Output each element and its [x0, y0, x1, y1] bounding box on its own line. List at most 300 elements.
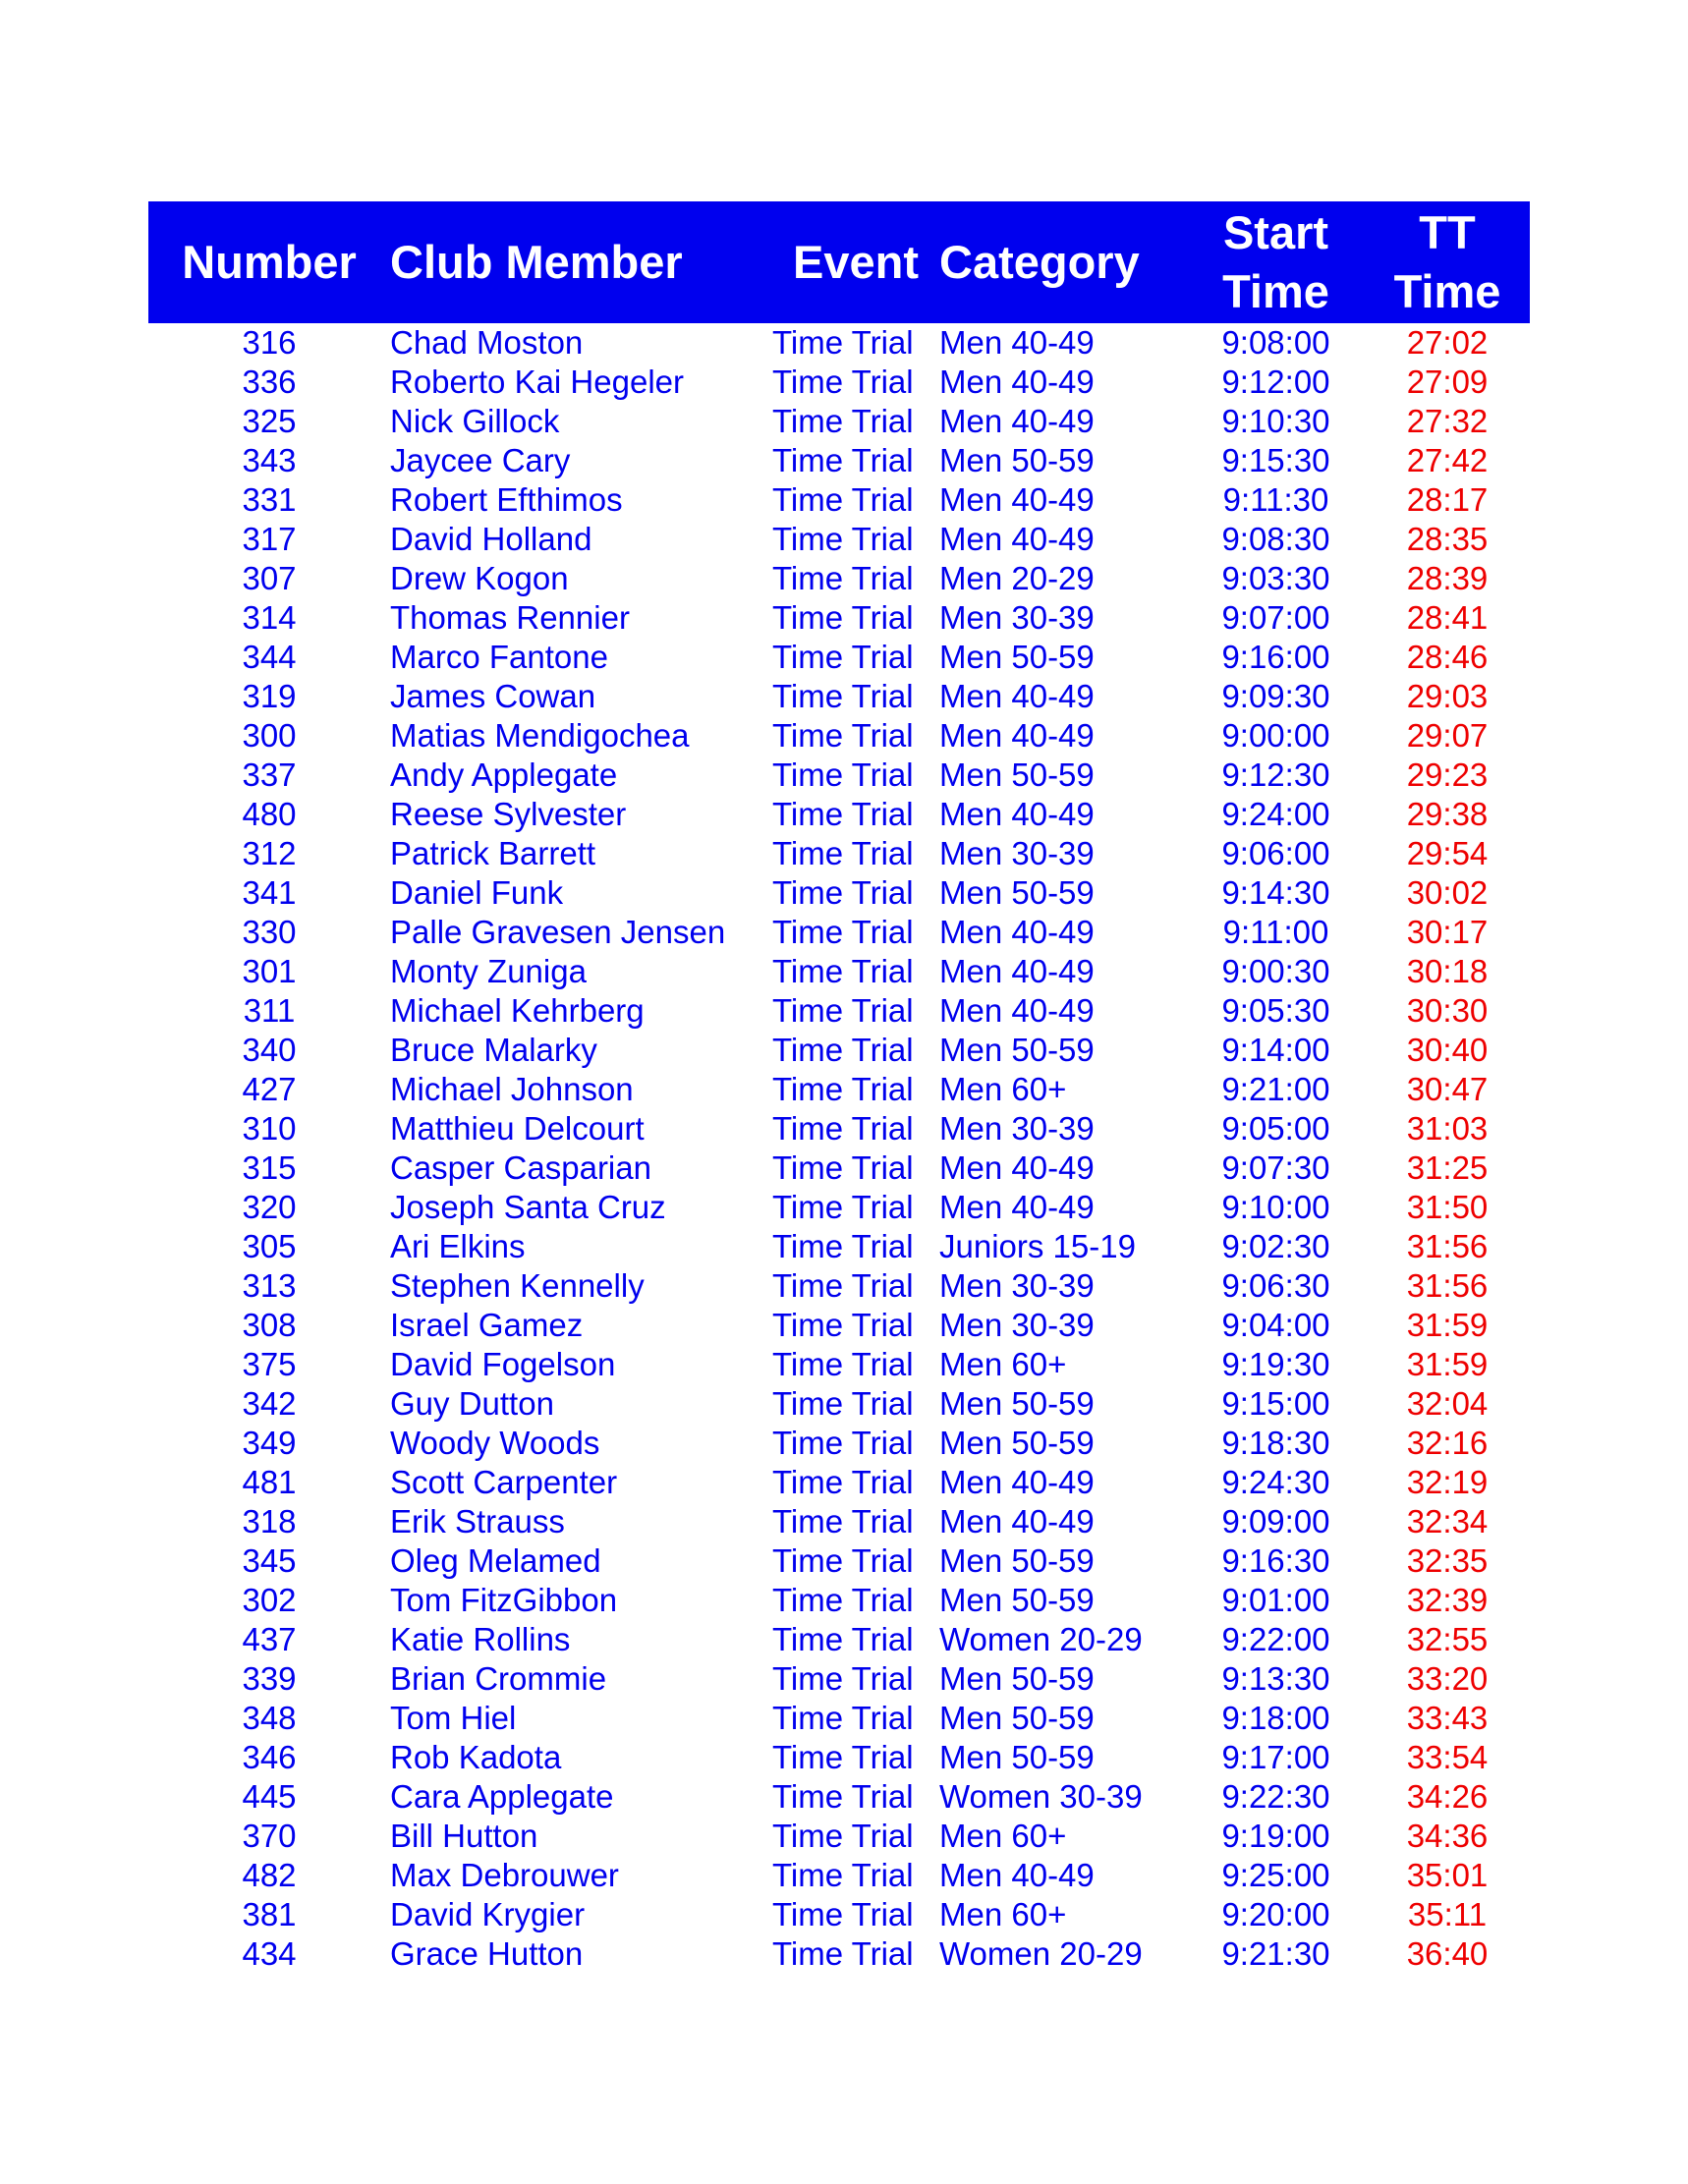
cell-number: 381 — [242, 1896, 297, 1932]
cell-category: Juniors 15-19 — [939, 1228, 1136, 1264]
cell-number: 301 — [242, 953, 297, 989]
cell-category: Men 20-29 — [939, 560, 1095, 596]
cell-tt-time: 29:38 — [1406, 796, 1489, 832]
header-category: Category — [939, 236, 1140, 288]
cell-category: Men 50-59 — [939, 874, 1095, 911]
table-row — [148, 1699, 1530, 1738]
table-row — [148, 1424, 1530, 1463]
table-row — [148, 480, 1530, 520]
cell-event: Time Trial — [772, 1582, 914, 1618]
cell-tt-time: 31:25 — [1406, 1149, 1489, 1186]
cell-number: 346 — [242, 1739, 297, 1775]
cell-number: 370 — [242, 1818, 297, 1854]
cell-club-member: Max Debrouwer — [390, 1857, 619, 1893]
cell-start-time: 9:07:00 — [1221, 599, 1330, 636]
cell-number: 318 — [242, 1503, 297, 1540]
table-row — [148, 1895, 1530, 1934]
cell-category: Men 50-59 — [939, 639, 1095, 675]
cell-start-time: 9:14:30 — [1221, 874, 1330, 911]
cell-event: Time Trial — [772, 1896, 914, 1932]
cell-event: Time Trial — [772, 717, 914, 754]
table-row — [148, 1659, 1530, 1699]
cell-event: Time Trial — [772, 1071, 914, 1107]
cell-tt-time: 32:19 — [1406, 1464, 1489, 1500]
cell-start-time: 9:24:30 — [1221, 1464, 1330, 1500]
cell-number: 343 — [242, 442, 297, 478]
cell-tt-time: 27:32 — [1406, 403, 1489, 439]
cell-category: Men 50-59 — [939, 756, 1095, 793]
cell-event: Time Trial — [772, 1110, 914, 1147]
table-row — [148, 1266, 1530, 1306]
cell-club-member: Stephen Kennelly — [390, 1267, 645, 1304]
table-row — [148, 1620, 1530, 1659]
cell-club-member: Casper Casparian — [390, 1149, 651, 1186]
cell-club-member: Nick Gillock — [390, 403, 560, 439]
cell-start-time: 9:22:00 — [1221, 1621, 1330, 1657]
cell-tt-time: 34:26 — [1406, 1778, 1489, 1815]
cell-tt-time: 35:01 — [1406, 1857, 1489, 1893]
cell-club-member: Jaycee Cary — [390, 442, 571, 478]
cell-category: Men 40-49 — [939, 717, 1095, 754]
table-row — [148, 716, 1530, 756]
cell-club-member: Andy Applegate — [390, 756, 618, 793]
cell-tt-time: 28:46 — [1406, 639, 1489, 675]
cell-club-member: Grace Hutton — [390, 1935, 584, 1972]
table-row — [148, 559, 1530, 598]
cell-number: 337 — [242, 756, 297, 793]
cell-tt-time: 29:07 — [1406, 717, 1489, 754]
cell-event: Time Trial — [772, 914, 914, 950]
cell-event: Time Trial — [772, 1267, 914, 1304]
cell-club-member: Daniel Funk — [390, 874, 564, 911]
cell-start-time: 9:05:30 — [1221, 992, 1330, 1029]
cell-event: Time Trial — [772, 1818, 914, 1854]
cell-number: 331 — [242, 481, 297, 518]
cell-tt-time: 33:54 — [1406, 1739, 1489, 1775]
table-body — [148, 323, 1530, 1974]
table-row — [148, 873, 1530, 913]
cell-event: Time Trial — [772, 796, 914, 832]
cell-number: 340 — [242, 1032, 297, 1068]
cell-category: Men 60+ — [939, 1896, 1067, 1932]
table-row — [148, 756, 1530, 795]
cell-tt-time: 31:03 — [1406, 1110, 1489, 1147]
cell-category: Men 40-49 — [939, 678, 1095, 714]
table-row — [148, 638, 1530, 677]
cell-tt-time: 28:17 — [1406, 481, 1489, 518]
table-row — [148, 913, 1530, 952]
cell-event: Time Trial — [772, 1542, 914, 1579]
cell-tt-time: 32:04 — [1406, 1385, 1489, 1422]
cell-start-time: 9:11:30 — [1222, 481, 1329, 518]
cell-category: Men 40-49 — [939, 914, 1095, 950]
cell-number: 317 — [242, 521, 297, 557]
cell-event: Time Trial — [772, 1346, 914, 1382]
cell-start-time: 9:16:30 — [1221, 1542, 1330, 1579]
cell-tt-time: 30:02 — [1406, 874, 1489, 911]
cell-event: Time Trial — [772, 403, 914, 439]
cell-event: Time Trial — [772, 521, 914, 557]
cell-event: Time Trial — [772, 1857, 914, 1893]
cell-club-member: Joseph Santa Cruz — [390, 1189, 666, 1225]
cell-number: 349 — [242, 1425, 297, 1461]
cell-tt-time: 30:47 — [1406, 1071, 1489, 1107]
cell-event: Time Trial — [772, 1621, 914, 1657]
table-row — [148, 1345, 1530, 1384]
cell-category: Men 50-59 — [939, 1385, 1095, 1422]
cell-category: Men 40-49 — [939, 992, 1095, 1029]
cell-number: 320 — [242, 1189, 297, 1225]
cell-club-member: Katie Rollins — [390, 1621, 571, 1657]
cell-event: Time Trial — [772, 560, 914, 596]
cell-club-member: Marco Fantone — [390, 639, 608, 675]
table-row — [148, 1738, 1530, 1777]
cell-number: 342 — [242, 1385, 297, 1422]
cell-number: 437 — [242, 1621, 297, 1657]
cell-tt-time: 27:02 — [1406, 324, 1489, 361]
cell-category: Men 30-39 — [939, 835, 1095, 871]
cell-start-time: 9:15:00 — [1221, 1385, 1330, 1422]
cell-start-time: 9:09:00 — [1221, 1503, 1330, 1540]
cell-event: Time Trial — [772, 1149, 914, 1186]
cell-category: Men 50-59 — [939, 1032, 1095, 1068]
cell-category: Men 40-49 — [939, 324, 1095, 361]
cell-club-member: Drew Kogon — [390, 560, 569, 596]
table-row — [148, 1541, 1530, 1581]
table-row — [148, 991, 1530, 1031]
cell-number: 344 — [242, 639, 297, 675]
cell-tt-time: 30:18 — [1406, 953, 1489, 989]
cell-club-member: Scott Carpenter — [390, 1464, 618, 1500]
cell-tt-time: 28:41 — [1406, 599, 1489, 636]
cell-tt-time: 29:23 — [1406, 756, 1489, 793]
cell-tt-time: 27:09 — [1406, 364, 1489, 400]
table-row — [148, 598, 1530, 638]
cell-event: Time Trial — [772, 324, 914, 361]
cell-category: Men 50-59 — [939, 1739, 1095, 1775]
table-row — [148, 1934, 1530, 1974]
cell-club-member: Thomas Rennier — [390, 599, 630, 636]
cell-tt-time: 36:40 — [1406, 1935, 1489, 1972]
cell-start-time: 9:00:00 — [1221, 717, 1330, 754]
cell-number: 339 — [242, 1660, 297, 1697]
cell-club-member: Woody Woods — [390, 1425, 600, 1461]
cell-club-member: Chad Moston — [390, 324, 584, 361]
cell-start-time: 9:04:00 — [1221, 1307, 1330, 1343]
cell-number: 345 — [242, 1542, 297, 1579]
cell-category: Men 40-49 — [939, 403, 1095, 439]
cell-tt-time: 35:11 — [1407, 1896, 1488, 1932]
cell-start-time: 9:06:00 — [1221, 835, 1330, 871]
cell-event: Time Trial — [772, 1700, 914, 1736]
cell-category: Men 40-49 — [939, 364, 1095, 400]
cell-number: 307 — [242, 560, 297, 596]
cell-event: Time Trial — [772, 874, 914, 911]
header-number: Number — [182, 236, 357, 288]
cell-number: 482 — [242, 1857, 297, 1893]
cell-start-time: 9:19:30 — [1221, 1346, 1330, 1382]
cell-category: Women 20-29 — [939, 1621, 1143, 1657]
cell-start-time: 9:17:00 — [1221, 1739, 1330, 1775]
cell-tt-time: 29:03 — [1406, 678, 1489, 714]
cell-category: Men 30-39 — [939, 1307, 1095, 1343]
table-row — [148, 1817, 1530, 1856]
cell-start-time: 9:14:00 — [1221, 1032, 1330, 1068]
cell-club-member: Tom Hiel — [390, 1700, 517, 1736]
cell-start-time: 9:19:00 — [1221, 1818, 1330, 1854]
cell-tt-time: 32:16 — [1406, 1425, 1489, 1461]
cell-category: Men 40-49 — [939, 1149, 1095, 1186]
cell-club-member: Michael Kehrberg — [390, 992, 645, 1029]
cell-category: Men 50-59 — [939, 1660, 1095, 1697]
cell-event: Time Trial — [772, 599, 914, 636]
cell-tt-time: 28:35 — [1406, 521, 1489, 557]
cell-category: Men 50-59 — [939, 442, 1095, 478]
table-row — [148, 520, 1530, 559]
table-row — [148, 1031, 1530, 1070]
cell-start-time: 9:12:00 — [1221, 364, 1330, 400]
cell-club-member: David Fogelson — [390, 1346, 616, 1382]
cell-event: Time Trial — [772, 1739, 914, 1775]
cell-number: 427 — [242, 1071, 297, 1107]
cell-category: Men 40-49 — [939, 953, 1095, 989]
cell-club-member: James Cowan — [390, 678, 596, 714]
cell-category: Men 40-49 — [939, 481, 1095, 518]
cell-tt-time: 32:35 — [1406, 1542, 1489, 1579]
cell-tt-time: 30:30 — [1406, 992, 1489, 1029]
cell-tt-time: 31:56 — [1406, 1267, 1489, 1304]
cell-tt-time: 31:59 — [1406, 1346, 1489, 1382]
cell-event: Time Trial — [772, 639, 914, 675]
cell-club-member: Rob Kadota — [390, 1739, 562, 1775]
cell-event: Time Trial — [772, 1425, 914, 1461]
table-row — [148, 677, 1530, 716]
cell-category: Men 30-39 — [939, 599, 1095, 636]
cell-club-member: Cara Applegate — [390, 1778, 614, 1815]
cell-number: 313 — [242, 1267, 297, 1304]
table-row — [148, 1581, 1530, 1620]
cell-event: Time Trial — [772, 992, 914, 1029]
cell-event: Time Trial — [772, 1032, 914, 1068]
cell-tt-time: 32:55 — [1406, 1621, 1489, 1657]
table-row — [148, 1463, 1530, 1502]
cell-start-time: 9:08:00 — [1221, 324, 1330, 361]
cell-start-time: 9:15:30 — [1221, 442, 1330, 478]
cell-event: Time Trial — [772, 1935, 914, 1972]
cell-number: 314 — [242, 599, 297, 636]
cell-club-member: Ari Elkins — [390, 1228, 526, 1264]
cell-category: Men 60+ — [939, 1071, 1067, 1107]
cell-category: Men 40-49 — [939, 1503, 1095, 1540]
cell-start-time: 9:02:30 — [1221, 1228, 1330, 1264]
cell-number: 481 — [242, 1464, 297, 1500]
cell-club-member: Palle Gravesen Jensen — [390, 914, 726, 950]
table-row — [148, 323, 1530, 363]
cell-event: Time Trial — [772, 678, 914, 714]
cell-category: Men 40-49 — [939, 521, 1095, 557]
cell-number: 348 — [242, 1700, 297, 1736]
cell-start-time: 9:18:30 — [1221, 1425, 1330, 1461]
cell-tt-time: 31:50 — [1406, 1189, 1489, 1225]
cell-club-member: Oleg Melamed — [390, 1542, 601, 1579]
cell-start-time: 9:06:30 — [1221, 1267, 1330, 1304]
cell-club-member: Brian Crommie — [390, 1660, 607, 1697]
cell-start-time: 9:10:30 — [1221, 403, 1330, 439]
cell-club-member: Bill Hutton — [390, 1818, 538, 1854]
cell-club-member: Roberto Kai Hegeler — [390, 364, 684, 400]
cell-club-member: Guy Dutton — [390, 1385, 554, 1422]
cell-event: Time Trial — [772, 1189, 914, 1225]
cell-category: Men 60+ — [939, 1818, 1067, 1854]
table-row — [148, 1306, 1530, 1345]
cell-tt-time: 30:17 — [1406, 914, 1489, 950]
cell-club-member: Erik Strauss — [390, 1503, 565, 1540]
table-row — [148, 1856, 1530, 1895]
cell-start-time: 9:11:00 — [1222, 914, 1329, 950]
cell-number: 300 — [242, 717, 297, 754]
cell-tt-time: 32:39 — [1406, 1582, 1489, 1618]
cell-event: Time Trial — [772, 1660, 914, 1697]
cell-number: 480 — [242, 796, 297, 832]
cell-event: Time Trial — [772, 442, 914, 478]
table-row — [148, 1070, 1530, 1109]
cell-club-member: David Krygier — [390, 1896, 586, 1932]
cell-tt-time: 31:59 — [1406, 1307, 1489, 1343]
cell-number: 336 — [242, 364, 297, 400]
cell-start-time: 9:07:30 — [1221, 1149, 1330, 1186]
cell-start-time: 9:00:30 — [1221, 953, 1330, 989]
cell-club-member: Tom FitzGibbon — [390, 1582, 618, 1618]
cell-tt-time: 30:40 — [1406, 1032, 1489, 1068]
cell-number: 330 — [242, 914, 297, 950]
cell-number: 305 — [242, 1228, 297, 1264]
header-tt-time: TT Time — [1393, 206, 1501, 317]
cell-start-time: 9:22:30 — [1221, 1778, 1330, 1815]
cell-club-member: Monty Zuniga — [390, 953, 587, 989]
cell-category: Men 60+ — [939, 1346, 1067, 1382]
table-row — [148, 1777, 1530, 1817]
header-event: Event — [793, 236, 919, 288]
cell-start-time: 9:09:30 — [1221, 678, 1330, 714]
cell-number: 325 — [242, 403, 297, 439]
cell-number: 434 — [242, 1935, 297, 1972]
cell-tt-time: 33:43 — [1406, 1700, 1489, 1736]
cell-category: Women 30-39 — [939, 1778, 1143, 1815]
cell-club-member: Robert Efthimos — [390, 481, 623, 518]
cell-start-time: 9:12:30 — [1221, 756, 1330, 793]
cell-event: Time Trial — [772, 1307, 914, 1343]
table-row — [148, 441, 1530, 480]
table-header — [148, 201, 1530, 323]
cell-start-time: 9:24:00 — [1221, 796, 1330, 832]
cell-number: 312 — [242, 835, 297, 871]
table-row — [148, 1188, 1530, 1227]
cell-start-time: 9:03:30 — [1221, 560, 1330, 596]
cell-category: Men 40-49 — [939, 796, 1095, 832]
cell-category: Men 50-59 — [939, 1582, 1095, 1618]
cell-event: Time Trial — [772, 1778, 914, 1815]
header-club-member: Club Member — [390, 236, 683, 288]
table-row — [148, 363, 1530, 402]
cell-start-time: 9:08:30 — [1221, 521, 1330, 557]
cell-event: Time Trial — [772, 1464, 914, 1500]
cell-start-time: 9:21:00 — [1221, 1071, 1330, 1107]
cell-tt-time: 27:42 — [1406, 442, 1489, 478]
cell-start-time: 9:21:30 — [1221, 1935, 1330, 1972]
cell-event: Time Trial — [772, 481, 914, 518]
cell-club-member: Matias Mendigochea — [390, 717, 690, 754]
cell-number: 315 — [242, 1149, 297, 1186]
table-row — [148, 1384, 1530, 1424]
cell-event: Time Trial — [772, 835, 914, 871]
cell-event: Time Trial — [772, 1503, 914, 1540]
cell-tt-time: 34:36 — [1406, 1818, 1489, 1854]
cell-category: Women 20-29 — [939, 1935, 1143, 1972]
cell-number: 311 — [243, 992, 296, 1029]
cell-start-time: 9:13:30 — [1221, 1660, 1330, 1697]
cell-club-member: Reese Sylvester — [390, 796, 627, 832]
table-row — [148, 1148, 1530, 1188]
table-row — [148, 1109, 1530, 1148]
table-row — [148, 834, 1530, 873]
cell-start-time: 9:16:00 — [1221, 639, 1330, 675]
table-row — [148, 795, 1530, 834]
table-row — [148, 402, 1530, 441]
cell-number: 445 — [242, 1778, 297, 1815]
cell-club-member: Israel Gamez — [390, 1307, 584, 1343]
cell-start-time: 9:25:00 — [1221, 1857, 1330, 1893]
cell-club-member: Matthieu Delcourt — [390, 1110, 645, 1147]
cell-category: Men 50-59 — [939, 1700, 1095, 1736]
cell-event: Time Trial — [772, 1385, 914, 1422]
cell-tt-time: 33:20 — [1406, 1660, 1489, 1697]
cell-club-member: Michael Johnson — [390, 1071, 634, 1107]
cell-category: Men 50-59 — [939, 1542, 1095, 1579]
cell-tt-time: 28:39 — [1406, 560, 1489, 596]
cell-number: 302 — [242, 1582, 297, 1618]
header-start-time: Start Time — [1222, 206, 1329, 317]
cell-start-time: 9:01:00 — [1221, 1582, 1330, 1618]
cell-number: 310 — [242, 1110, 297, 1147]
cell-event: Time Trial — [772, 1228, 914, 1264]
cell-number: 316 — [242, 324, 297, 361]
results-table — [148, 201, 1530, 1974]
cell-number: 375 — [242, 1346, 297, 1382]
cell-start-time: 9:10:00 — [1221, 1189, 1330, 1225]
cell-club-member: Patrick Barrett — [390, 835, 596, 871]
cell-tt-time: 29:54 — [1406, 835, 1489, 871]
header-row — [148, 201, 1530, 323]
cell-start-time: 9:18:00 — [1221, 1700, 1330, 1736]
cell-category: Men 40-49 — [939, 1189, 1095, 1225]
cell-club-member: Bruce Malarky — [390, 1032, 597, 1068]
cell-category: Men 50-59 — [939, 1425, 1095, 1461]
cell-category: Men 40-49 — [939, 1857, 1095, 1893]
cell-event: Time Trial — [772, 756, 914, 793]
cell-tt-time: 31:56 — [1406, 1228, 1489, 1264]
table-row — [148, 952, 1530, 991]
cell-tt-time: 32:34 — [1406, 1503, 1489, 1540]
cell-category: Men 30-39 — [939, 1110, 1095, 1147]
cell-event: Time Trial — [772, 364, 914, 400]
cell-start-time: 9:20:00 — [1221, 1896, 1330, 1932]
table-row — [148, 1227, 1530, 1266]
cell-category: Men 40-49 — [939, 1464, 1095, 1500]
cell-club-member: David Holland — [390, 521, 592, 557]
cell-start-time: 9:05:00 — [1221, 1110, 1330, 1147]
cell-number: 341 — [242, 874, 297, 911]
cell-category: Men 30-39 — [939, 1267, 1095, 1304]
